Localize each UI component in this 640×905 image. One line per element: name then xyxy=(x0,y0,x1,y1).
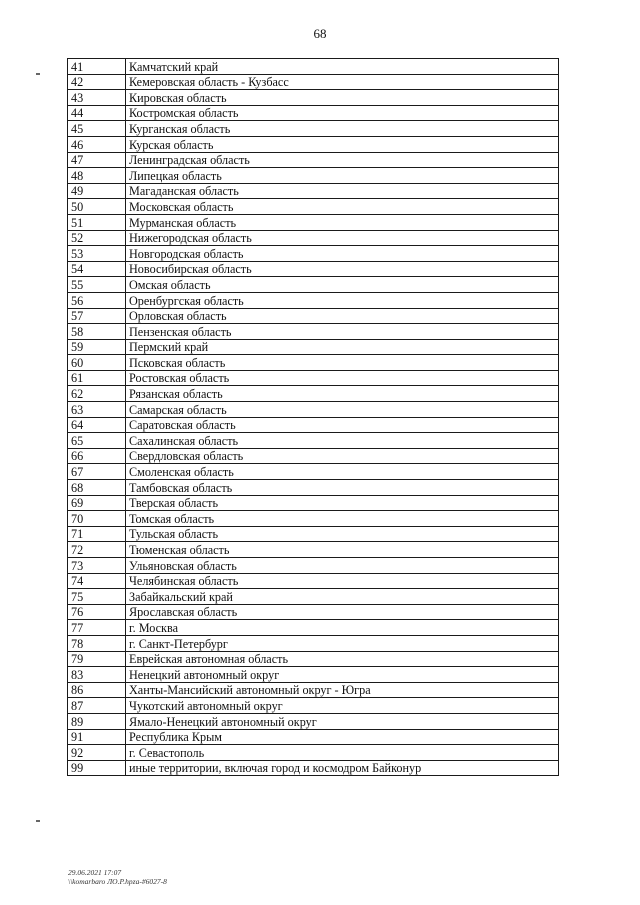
region-code-cell: 76 xyxy=(68,604,126,620)
region-name-cell: Липецкая область xyxy=(126,168,559,184)
table-row xyxy=(68,448,559,464)
region-code-cell: 61 xyxy=(68,370,126,386)
table-row xyxy=(68,230,559,246)
region-name-cell: Еврейская автономная область xyxy=(126,651,559,667)
region-code-cell: 44 xyxy=(68,105,126,121)
table-row xyxy=(68,760,559,776)
region-name-cell: Ленинградская область xyxy=(126,152,559,168)
region-code-cell: 92 xyxy=(68,745,126,761)
table-row xyxy=(68,183,559,199)
region-name-cell: г. Санкт-Петербург xyxy=(126,635,559,651)
region-name-cell: Новосибирская область xyxy=(126,261,559,277)
table-row xyxy=(68,339,559,355)
table-row xyxy=(68,651,559,667)
table-row xyxy=(68,324,559,340)
region-code-cell: 57 xyxy=(68,308,126,324)
region-code-cell: 73 xyxy=(68,558,126,574)
table-row xyxy=(68,713,559,729)
table-row xyxy=(68,667,559,683)
region-name-cell: Смоленская область xyxy=(126,464,559,480)
region-name-cell: Новгородская область xyxy=(126,246,559,262)
region-code-cell: 45 xyxy=(68,121,126,137)
table-row xyxy=(68,74,559,90)
region-code-cell: 65 xyxy=(68,433,126,449)
table-row xyxy=(68,745,559,761)
region-code-cell: 64 xyxy=(68,417,126,433)
table-row xyxy=(68,729,559,745)
region-code-cell: 56 xyxy=(68,292,126,308)
region-name-cell: Курская область xyxy=(126,136,559,152)
region-name-cell: Кемеровская область - Кузбасс xyxy=(126,74,559,90)
table-row xyxy=(68,199,559,215)
region-name-cell: Самарская область xyxy=(126,402,559,418)
table-row xyxy=(68,152,559,168)
region-name-cell: Чукотский автономный округ xyxy=(126,698,559,714)
region-name-cell: Курганская область xyxy=(126,121,559,137)
region-code-cell: 71 xyxy=(68,526,126,542)
table-row xyxy=(68,589,559,605)
region-code-cell: 67 xyxy=(68,464,126,480)
region-name-cell: Сахалинская область xyxy=(126,433,559,449)
region-code-cell: 78 xyxy=(68,635,126,651)
table-row xyxy=(68,526,559,542)
region-code-cell: 58 xyxy=(68,324,126,340)
scan-mark xyxy=(36,73,40,75)
region-code-cell: 48 xyxy=(68,168,126,184)
table-row xyxy=(68,59,559,75)
region-code-cell: 77 xyxy=(68,620,126,636)
region-name-cell: Челябинская область xyxy=(126,573,559,589)
region-code-cell: 68 xyxy=(68,480,126,496)
region-code-cell: 89 xyxy=(68,713,126,729)
region-code-cell: 43 xyxy=(68,90,126,106)
region-code-cell: 54 xyxy=(68,261,126,277)
scan-mark xyxy=(36,820,40,822)
region-code-cell: 52 xyxy=(68,230,126,246)
region-name-cell: Нижегородская область xyxy=(126,230,559,246)
region-code-cell: 62 xyxy=(68,386,126,402)
region-name-cell: Тульская область xyxy=(126,526,559,542)
table-row xyxy=(68,308,559,324)
region-name-cell: Тверская область xyxy=(126,495,559,511)
table-row xyxy=(68,480,559,496)
region-code-cell: 72 xyxy=(68,542,126,558)
table-row xyxy=(68,464,559,480)
region-name-cell: Ростовская область xyxy=(126,370,559,386)
region-code-cell: 41 xyxy=(68,59,126,75)
region-code-table xyxy=(67,58,559,776)
region-code-cell: 49 xyxy=(68,183,126,199)
region-code-cell: 75 xyxy=(68,589,126,605)
region-name-cell: Ярославская область xyxy=(126,604,559,620)
region-code-cell: 53 xyxy=(68,246,126,262)
region-name-cell: Свердловская область xyxy=(126,448,559,464)
region-code-cell: 86 xyxy=(68,682,126,698)
region-name-cell: Кировская область xyxy=(126,90,559,106)
region-name-cell: Оренбургская область xyxy=(126,292,559,308)
table-row xyxy=(68,558,559,574)
region-name-cell: Костромская область xyxy=(126,105,559,121)
region-name-cell: Ханты-Мансийский автономный округ - Югра xyxy=(126,682,559,698)
region-name-cell: г. Москва xyxy=(126,620,559,636)
region-code-cell: 60 xyxy=(68,355,126,371)
region-name-cell: Рязанская область xyxy=(126,386,559,402)
table-row xyxy=(68,277,559,293)
table-row xyxy=(68,105,559,121)
table-row xyxy=(68,573,559,589)
region-code-cell: 91 xyxy=(68,729,126,745)
region-name-cell: Московская область xyxy=(126,199,559,215)
region-name-cell: Мурманская область xyxy=(126,214,559,230)
region-name-cell: Ямало-Ненецкий автономный округ xyxy=(126,713,559,729)
region-code-cell: 47 xyxy=(68,152,126,168)
region-name-cell: г. Севастополь xyxy=(126,745,559,761)
region-code-cell: 87 xyxy=(68,698,126,714)
region-name-cell: Магаданская область xyxy=(126,183,559,199)
region-code-cell: 70 xyxy=(68,511,126,527)
table-row xyxy=(68,214,559,230)
table-row xyxy=(68,246,559,262)
table-row xyxy=(68,386,559,402)
table-row xyxy=(68,370,559,386)
table-row xyxy=(68,261,559,277)
table-row xyxy=(68,495,559,511)
region-name-cell: Камчатский край xyxy=(126,59,559,75)
table-row xyxy=(68,635,559,651)
region-code-cell: 83 xyxy=(68,667,126,683)
region-code-cell: 46 xyxy=(68,136,126,152)
region-code-cell: 66 xyxy=(68,448,126,464)
table-row xyxy=(68,604,559,620)
table-row xyxy=(68,121,559,137)
table-row xyxy=(68,402,559,418)
region-code-cell: 50 xyxy=(68,199,126,215)
region-name-cell: Псковская область xyxy=(126,355,559,371)
region-code-cell: 42 xyxy=(68,74,126,90)
region-code-cell: 99 xyxy=(68,760,126,776)
table-row xyxy=(68,168,559,184)
region-name-cell: Ненецкий автономный округ xyxy=(126,667,559,683)
region-name-cell: Республика Крым xyxy=(126,729,559,745)
region-name-cell: Забайкальский край xyxy=(126,589,559,605)
table-row xyxy=(68,292,559,308)
region-name-cell: Тамбовская область xyxy=(126,480,559,496)
table-row xyxy=(68,682,559,698)
table-row xyxy=(68,620,559,636)
region-name-cell: Пермский край xyxy=(126,339,559,355)
footer-file-reference: \\komarbaro ЛО.Р.hpza-#6027-8 xyxy=(68,877,167,886)
region-name-cell: Ульяновская область xyxy=(126,558,559,574)
table-row xyxy=(68,433,559,449)
document-footer xyxy=(68,868,167,886)
region-code-cell: 51 xyxy=(68,214,126,230)
region-name-cell: Омская область xyxy=(126,277,559,293)
region-name-cell: Тюменская область xyxy=(126,542,559,558)
region-code-cell: 74 xyxy=(68,573,126,589)
region-code-cell: 55 xyxy=(68,277,126,293)
region-name-cell: Саратовская область xyxy=(126,417,559,433)
table-row xyxy=(68,355,559,371)
page-number: 68 xyxy=(313,26,327,41)
region-name-cell: Орловская область xyxy=(126,308,559,324)
table-row xyxy=(68,511,559,527)
region-code-cell: 69 xyxy=(68,495,126,511)
table-row xyxy=(68,698,559,714)
region-code-cell: 59 xyxy=(68,339,126,355)
region-name-cell: Томская область xyxy=(126,511,559,527)
table-row xyxy=(68,542,559,558)
region-table-body xyxy=(68,59,559,776)
region-code-cell: 63 xyxy=(68,402,126,418)
table-row xyxy=(68,136,559,152)
footer-timestamp: 29.06.2021 17:07 xyxy=(68,868,122,877)
table-row xyxy=(68,90,559,106)
region-code-cell: 79 xyxy=(68,651,126,667)
region-name-cell: иные территории, включая город и космодром Байконур xyxy=(126,760,559,776)
region-name-cell: Пензенская область xyxy=(126,324,559,340)
table-row xyxy=(68,417,559,433)
